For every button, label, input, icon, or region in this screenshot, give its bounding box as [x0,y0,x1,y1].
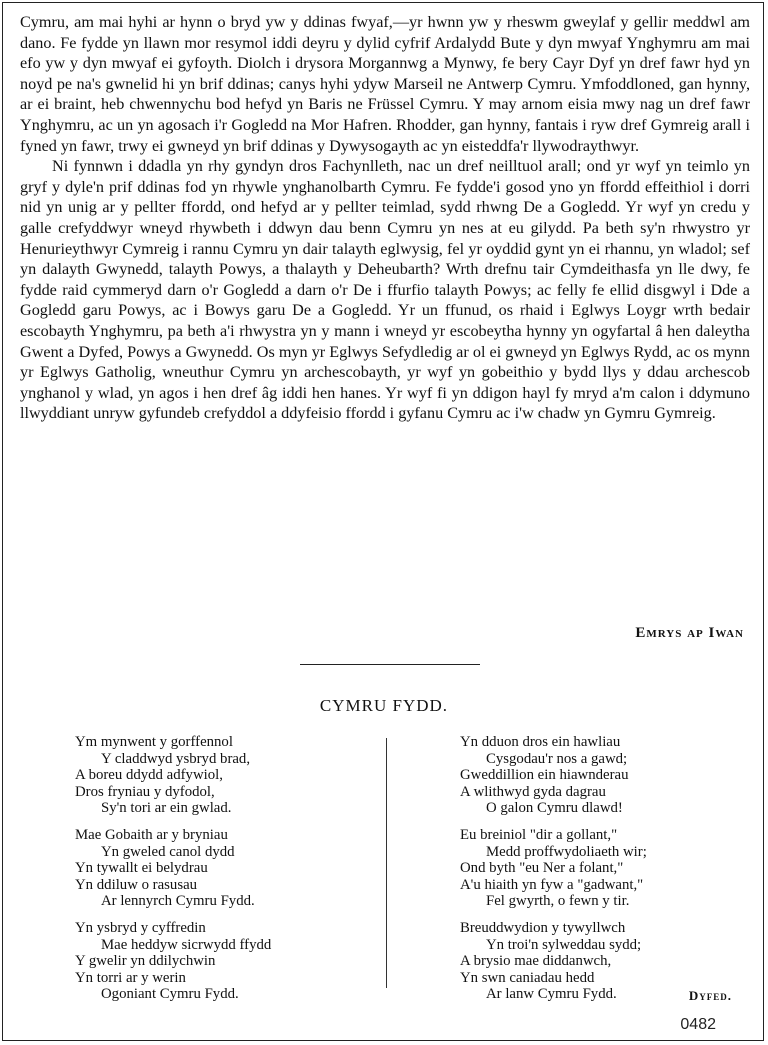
poem-stanza [75,734,365,817]
poem-line: Yn tywallt ei belydrau [75,860,208,877]
column-divider [386,738,387,988]
essay-paragraph-1: Cymru, am mai hyhi ar hynn o bryd yw y ddinas fwyaf,—yr hwnn yw y rheswm gweylaf y gellir meddwl am dano. Fe fydde yn llawn mor resymol iddi deyru y dylid cyfrif Ardalydd Bute y dyn mwyaf Ynghymru am mai efo yw y dyn mwyaf ei gyfoyth. Diolch i drysora Morgannwg a Mynwy, fe bery Cayr Dyf yn dref fawr hyd yn noyd pe na's gwnelid hi yn brif ddinas; canys hyhi ydyw Marseil ne Antwerp Cymru. Ymfoddloned, gan hynny, ar ei braint, heb chwennychu bod hefyd yn Baris ne Früssel Cymru. Y may arnom eisia mwy nag un dref fawr Ynghymru, ac un yn agosach i'r Gogledd na Mor Hafren. Rhodder, gan hynny, fantais i ryw dref Gymreig arall i fyned yn fawr, trwy ei gwneyd yn brif ddinas y Dywysogayth ac yn eisteddfa'r llywodraythwyr. [20,13,750,155]
poem-stanza [75,920,365,1003]
poem-line: A boreu ddydd adfywiol, [75,767,223,784]
poem-line: Ar lanw Cymru Fydd. [486,986,617,1003]
poem-line: Yn troi'n sylweddau sydd; [486,936,642,953]
poem-line: Ogoniant Cymru Fydd. [101,986,239,1003]
poem-title: CYMRU FYDD. [319,696,449,715]
poem-line: Breuddwydion y tywyllwch [460,919,626,936]
poem-line: Ym mynwent y gorffennol [75,734,233,750]
poem-line: Medd proffwydoliaeth wir; [486,843,647,860]
poem-stanza [460,827,750,910]
essay-paragraph-2: Ni fynnwn i ddadla yn rhy gyndyn dros Fachynlleth, nac un dref neilltuol arall; ond yr wyf yn teimlo yn gryf y dyle'n prif ddinas fod yn rhywle ynghanolbarth Cymru. Fe fydde'i gosod yno yn ffordd effeithiol i dorri nid yn unig ar y pellter ffordd, ond hefyd ar y pellter teimlad, sydd rhwng De a Gogledd. Yr wyf yn credu y galle crefyddwyr wneyd rhywbeth i ddwyn dau benn Cymru yn nes at eu gilydd. Pa beth sy'n rhwystro yr Henurieythwyr Cymreig i rannu Cymru yn dair talayth eglwysig, fel yr oyddid gynt yn ei rhannu, yn wladol; sef yn dalayth Gwynedd, talayth Powys, a thalayth y Deheubarth? Wrth drefnu tair Cymdeithasfa yn lle dwy, fe fydde raid cymmeryd darn o'r Gogledd a darn o'r De i ffurfio talayth Powys; ac felly fe ellid disgwyl i Dde a Gogledd garu Powys, ac i Bowys garu De a Gogledd. Yr un ffunud, os rhaid i Eglwys Loygr wrth bedair escobayth Ynghymru, pa beth a'i rhwystra yn y mann i wneyd yr escobeytha hynny yn ogyfartal â hen daleytha Gwent a Dyfed, Powys a Gwynedd. Os myn yr Eglwys Sefydledig ar ol ei gwneyd yn Eglwys Rydd, ac os mynn yr Eglwys Gatholig, wneuthur Cymru yn archescobayth, yr wyf yn gobeithio y bydd llys y ddau archescob ynghanol y wlad, yn agos i hen dref âg iddi hen hanes. Yr wyf fi yn ddigon hayl fy mryd a'm calon i ddymuno llwyddiant unryw gyfundeb crefyddol a ddyfeisio ffordd i gyfanu Cymru ac i'w chadw yn Gymru Gymreig. [20,157,750,423]
poem-line: Yn swn caniadau hedd [460,969,595,986]
poem-line: A brysio mae diddanwch, [460,953,612,970]
poem-line: Yn ddiluw o rasusau [75,876,198,893]
poem-line: Mae Gobaith ar y bryniau [75,826,228,843]
poem-line: Eu breiniol "dir a gollant," [460,826,618,843]
poem-line: Sy'n tori ar ein gwlad. [101,800,232,817]
poem-line: Y gwelir yn ddilychwin [75,953,216,970]
essay-body [20,12,750,424]
poem-line: Ar lennyrch Cymru Fydd. [101,893,255,910]
poem-line: Yn dduon dros ein hawliau [460,734,621,750]
poem-line: Ond byth "eu Ner a folant," [460,860,624,877]
poem-line: Fel gwyrth, o fewn y tir. [486,893,630,910]
poem-right-column [460,734,750,1013]
poem-author: Dyfed. [688,988,732,1003]
section-divider [300,664,480,665]
page-number: 0482 [680,1016,716,1033]
poem-line: Yn gweled canol dydd [101,843,235,860]
poem-line: Yn torri ar y werin [75,969,186,986]
poem-left-column [75,734,365,1013]
poem-line: Dros fryniau y dyfodol, [75,783,215,800]
poem-stanza [75,827,365,910]
poem-line: Cysgodau'r nos a gawd; [486,750,628,767]
poem-line: Mae heddyw sicrwydd ffydd [101,936,272,953]
poem-line: A wlithwyd gyda dagrau [460,783,606,800]
essay-author: Emrys ap Iwan [635,625,744,641]
poem-line: A'u hiaith yn fyw a "gadwant," [460,876,644,893]
poem-line: Y claddwyd ysbryd brad, [101,750,251,767]
poem-line: Yn ysbryd y cyffredin [75,919,206,936]
poem-stanza [460,734,750,817]
poem-line: O galon Cymru dlawd! [486,800,623,817]
poem-line: Gweddillion ein hiawnderau [460,767,629,784]
